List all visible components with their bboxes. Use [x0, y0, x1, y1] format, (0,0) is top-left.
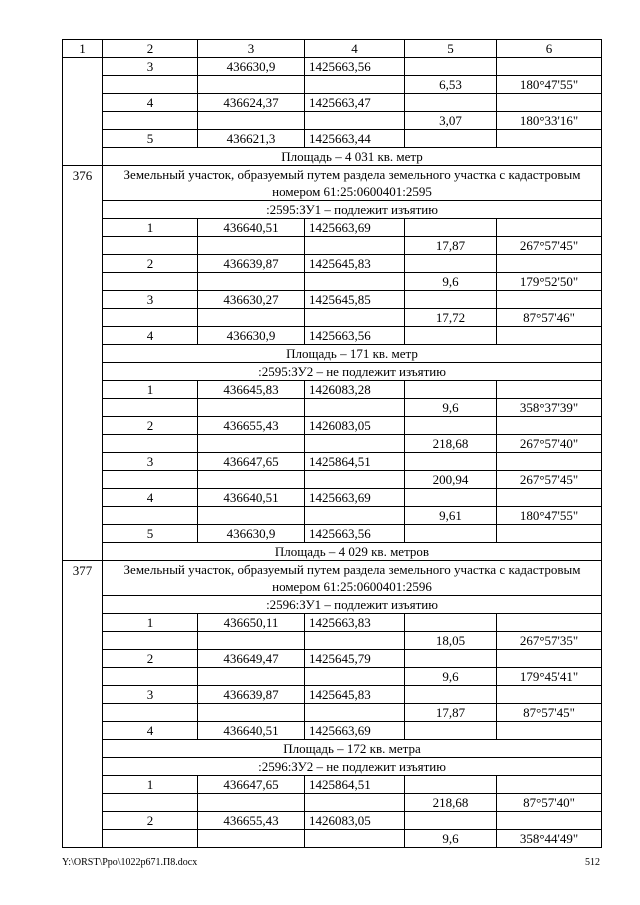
direction-angle: 358°44'49"	[497, 830, 602, 848]
empty-cell	[305, 507, 405, 525]
empty-cell	[497, 58, 602, 76]
empty-cell	[305, 668, 405, 686]
empty-cell	[497, 776, 602, 794]
coord-x: 436639,87	[198, 686, 305, 704]
table-row	[63, 381, 602, 399]
header-cell-5: 5	[405, 40, 497, 58]
table-row	[63, 740, 602, 758]
empty-cell	[405, 686, 497, 704]
table-row	[63, 704, 602, 722]
empty-cell	[103, 471, 198, 489]
section-caption: :2596:ЗУ2 – не подлежит изъятию	[103, 758, 602, 776]
table-row	[63, 112, 602, 130]
empty-cell	[497, 650, 602, 668]
empty-cell	[405, 219, 497, 237]
empty-cell	[497, 417, 602, 435]
header-cell-2: 2	[103, 40, 198, 58]
empty-cell	[497, 525, 602, 543]
table-row	[63, 435, 602, 453]
empty-cell	[305, 309, 405, 327]
empty-cell	[497, 381, 602, 399]
empty-cell	[103, 112, 198, 130]
parcel-id-cell	[63, 58, 103, 166]
coord-x: 436624,37	[198, 94, 305, 112]
coord-y: 1425864,51	[305, 776, 405, 794]
empty-cell	[103, 435, 198, 453]
segment-length: 9,6	[405, 668, 497, 686]
empty-cell	[198, 273, 305, 291]
empty-cell	[103, 237, 198, 255]
coord-x: 436647,65	[198, 453, 305, 471]
table-row	[63, 686, 602, 704]
empty-cell	[497, 489, 602, 507]
point-number: 1	[103, 381, 198, 399]
empty-cell	[405, 417, 497, 435]
empty-cell	[497, 453, 602, 471]
empty-cell	[405, 255, 497, 273]
table-row	[63, 219, 602, 237]
coord-y: 1425663,69	[305, 722, 405, 740]
empty-cell	[405, 130, 497, 148]
direction-angle: 180°33'16"	[497, 112, 602, 130]
table-row	[63, 417, 602, 435]
table-row	[63, 632, 602, 650]
empty-cell	[497, 255, 602, 273]
footer-page-number: 512	[585, 857, 600, 868]
section-caption: Площадь – 4 029 кв. метров	[103, 543, 602, 561]
coord-x: 436649,47	[198, 650, 305, 668]
coord-y: 1426083,28	[305, 381, 405, 399]
segment-length: 218,68	[405, 435, 497, 453]
coord-x: 436647,65	[198, 776, 305, 794]
section-caption: :2596:ЗУ1 – подлежит изъятию	[103, 596, 602, 614]
direction-angle: 179°52'50"	[497, 273, 602, 291]
empty-cell	[405, 94, 497, 112]
point-number: 4	[103, 327, 198, 345]
point-number: 4	[103, 489, 198, 507]
segment-length: 9,6	[405, 273, 497, 291]
empty-cell	[198, 112, 305, 130]
point-number: 3	[103, 453, 198, 471]
header-cell-3: 3	[198, 40, 305, 58]
direction-angle: 267°57'35"	[497, 632, 602, 650]
empty-cell	[405, 58, 497, 76]
coord-x: 436655,43	[198, 812, 305, 830]
empty-cell	[405, 776, 497, 794]
segment-length: 218,68	[405, 794, 497, 812]
table-row	[63, 166, 602, 201]
coord-x: 436630,9	[198, 58, 305, 76]
header-cell-4: 4	[305, 40, 405, 58]
table-row	[63, 363, 602, 381]
empty-cell	[198, 435, 305, 453]
table-row	[63, 507, 602, 525]
empty-cell	[103, 76, 198, 94]
direction-angle: 87°57'46"	[497, 309, 602, 327]
direction-angle: 87°57'40"	[497, 794, 602, 812]
coord-x: 436640,51	[198, 722, 305, 740]
empty-cell	[198, 632, 305, 650]
empty-cell	[305, 273, 405, 291]
coord-y: 1425663,47	[305, 94, 405, 112]
empty-cell	[103, 830, 198, 848]
table-row	[63, 776, 602, 794]
table-row	[63, 614, 602, 632]
coord-x: 436650,11	[198, 614, 305, 632]
point-number: 1	[103, 614, 198, 632]
empty-cell	[405, 614, 497, 632]
empty-cell	[497, 686, 602, 704]
header-cell-1: 1	[63, 40, 103, 58]
coord-y: 1425645,83	[305, 255, 405, 273]
direction-angle: 267°57'45"	[497, 471, 602, 489]
empty-cell	[405, 381, 497, 399]
empty-cell	[405, 489, 497, 507]
empty-cell	[103, 632, 198, 650]
empty-cell	[305, 632, 405, 650]
segment-length: 17,72	[405, 309, 497, 327]
table-row	[63, 543, 602, 561]
coord-y: 1425663,44	[305, 130, 405, 148]
empty-cell	[497, 614, 602, 632]
table-body	[63, 58, 602, 848]
empty-cell	[305, 471, 405, 489]
point-number: 4	[103, 94, 198, 112]
empty-cell	[305, 399, 405, 417]
empty-cell	[198, 76, 305, 94]
section-caption: Площадь – 171 кв. метр	[103, 345, 602, 363]
coord-y: 1425663,69	[305, 489, 405, 507]
table-row	[63, 130, 602, 148]
empty-cell	[103, 794, 198, 812]
coord-y: 1426083,05	[305, 417, 405, 435]
empty-cell	[103, 273, 198, 291]
segment-length: 9,6	[405, 399, 497, 417]
parcel-title: Земельный участок, образуемый путем раздела земельного участка с кадастровым номером 61:25:0600401:2595	[103, 166, 602, 201]
coord-x: 436640,51	[198, 219, 305, 237]
coord-y: 1425645,79	[305, 650, 405, 668]
direction-angle: 179°45'41"	[497, 668, 602, 686]
segment-length: 200,94	[405, 471, 497, 489]
segment-length: 17,87	[405, 237, 497, 255]
coord-x: 436640,51	[198, 489, 305, 507]
empty-cell	[405, 812, 497, 830]
direction-angle: 87°57'45"	[497, 704, 602, 722]
direction-angle: 180°47'55"	[497, 507, 602, 525]
empty-cell	[198, 309, 305, 327]
empty-cell	[305, 76, 405, 94]
coord-y: 1425864,51	[305, 453, 405, 471]
table-row	[63, 94, 602, 112]
parcel-title: Земельный участок, образуемый путем раздела земельного участка с кадастровым номером 61:25:0600401:2596	[103, 561, 602, 596]
point-number: 3	[103, 291, 198, 309]
coord-y: 1425663,69	[305, 219, 405, 237]
section-caption: Площадь – 4 031 кв. метр	[103, 148, 602, 166]
coord-y: 1425663,83	[305, 614, 405, 632]
section-caption: :2595:ЗУ2 – не подлежит изъятию	[103, 363, 602, 381]
empty-cell	[103, 399, 198, 417]
empty-cell	[103, 507, 198, 525]
table-row	[63, 58, 602, 76]
segment-length: 6,53	[405, 76, 497, 94]
empty-cell	[198, 507, 305, 525]
empty-cell	[497, 219, 602, 237]
segment-length: 9,61	[405, 507, 497, 525]
empty-cell	[198, 668, 305, 686]
empty-cell	[405, 291, 497, 309]
coord-x: 436630,27	[198, 291, 305, 309]
table-row	[63, 489, 602, 507]
empty-cell	[497, 130, 602, 148]
table-row	[63, 399, 602, 417]
segment-length: 3,07	[405, 112, 497, 130]
point-number: 5	[103, 525, 198, 543]
coord-x: 436655,43	[198, 417, 305, 435]
point-number: 1	[103, 776, 198, 794]
empty-cell	[305, 830, 405, 848]
empty-cell	[497, 812, 602, 830]
direction-angle: 358°37'39"	[497, 399, 602, 417]
empty-cell	[103, 704, 198, 722]
table-row	[63, 345, 602, 363]
table-row	[63, 201, 602, 219]
table-row	[63, 76, 602, 94]
empty-cell	[305, 237, 405, 255]
table-row	[63, 794, 602, 812]
point-number: 2	[103, 650, 198, 668]
empty-cell	[405, 453, 497, 471]
empty-cell	[198, 399, 305, 417]
table-row	[63, 812, 602, 830]
coord-y: 1425663,56	[305, 327, 405, 345]
table-row	[63, 722, 602, 740]
coord-x: 436621,3	[198, 130, 305, 148]
empty-cell	[103, 309, 198, 327]
footer-file-path: Y:\ORST\Ppo\1022p671.П8.docx	[62, 857, 198, 868]
table-row	[63, 650, 602, 668]
table-row	[63, 255, 602, 273]
empty-cell	[497, 291, 602, 309]
empty-cell	[305, 112, 405, 130]
table-header-row	[63, 40, 602, 58]
table-row	[63, 327, 602, 345]
point-number: 2	[103, 255, 198, 273]
coord-x: 436630,9	[198, 525, 305, 543]
empty-cell	[497, 327, 602, 345]
table-row	[63, 830, 602, 848]
header-cell-6: 6	[497, 40, 602, 58]
table-row	[63, 237, 602, 255]
table-row	[63, 561, 602, 596]
empty-cell	[198, 471, 305, 489]
empty-cell	[405, 525, 497, 543]
point-number: 3	[103, 686, 198, 704]
section-caption: :2595:ЗУ1 – подлежит изъятию	[103, 201, 602, 219]
coord-x: 436639,87	[198, 255, 305, 273]
table-row	[63, 525, 602, 543]
empty-cell	[405, 650, 497, 668]
empty-cell	[405, 327, 497, 345]
point-number: 4	[103, 722, 198, 740]
coord-y: 1425645,83	[305, 686, 405, 704]
empty-cell	[405, 722, 497, 740]
coord-y: 1426083,05	[305, 812, 405, 830]
empty-cell	[198, 237, 305, 255]
point-number: 5	[103, 130, 198, 148]
table-row	[63, 596, 602, 614]
empty-cell	[305, 794, 405, 812]
section-caption: Площадь – 172 кв. метра	[103, 740, 602, 758]
empty-cell	[497, 94, 602, 112]
empty-cell	[198, 794, 305, 812]
coord-y: 1425663,56	[305, 58, 405, 76]
segment-length: 9,6	[405, 830, 497, 848]
point-number: 2	[103, 417, 198, 435]
empty-cell	[497, 722, 602, 740]
segment-length: 18,05	[405, 632, 497, 650]
table-row	[63, 471, 602, 489]
empty-cell	[198, 830, 305, 848]
table-row	[63, 309, 602, 327]
direction-angle: 180°47'55"	[497, 76, 602, 94]
coordinates-table	[62, 39, 602, 848]
empty-cell	[103, 668, 198, 686]
coord-y: 1425645,85	[305, 291, 405, 309]
parcel-id-cell: 376	[63, 166, 103, 561]
table-row	[63, 148, 602, 166]
empty-cell	[305, 704, 405, 722]
point-number: 1	[103, 219, 198, 237]
table-row	[63, 758, 602, 776]
table-row	[63, 273, 602, 291]
segment-length: 17,87	[405, 704, 497, 722]
point-number: 2	[103, 812, 198, 830]
table-row	[63, 668, 602, 686]
parcel-id-cell: 377	[63, 561, 103, 848]
coord-x: 436645,83	[198, 381, 305, 399]
direction-angle: 267°57'45"	[497, 237, 602, 255]
empty-cell	[198, 704, 305, 722]
empty-cell	[305, 435, 405, 453]
coord-x: 436630,9	[198, 327, 305, 345]
table-row	[63, 291, 602, 309]
coord-y: 1425663,56	[305, 525, 405, 543]
point-number: 3	[103, 58, 198, 76]
direction-angle: 267°57'40"	[497, 435, 602, 453]
table-row	[63, 453, 602, 471]
